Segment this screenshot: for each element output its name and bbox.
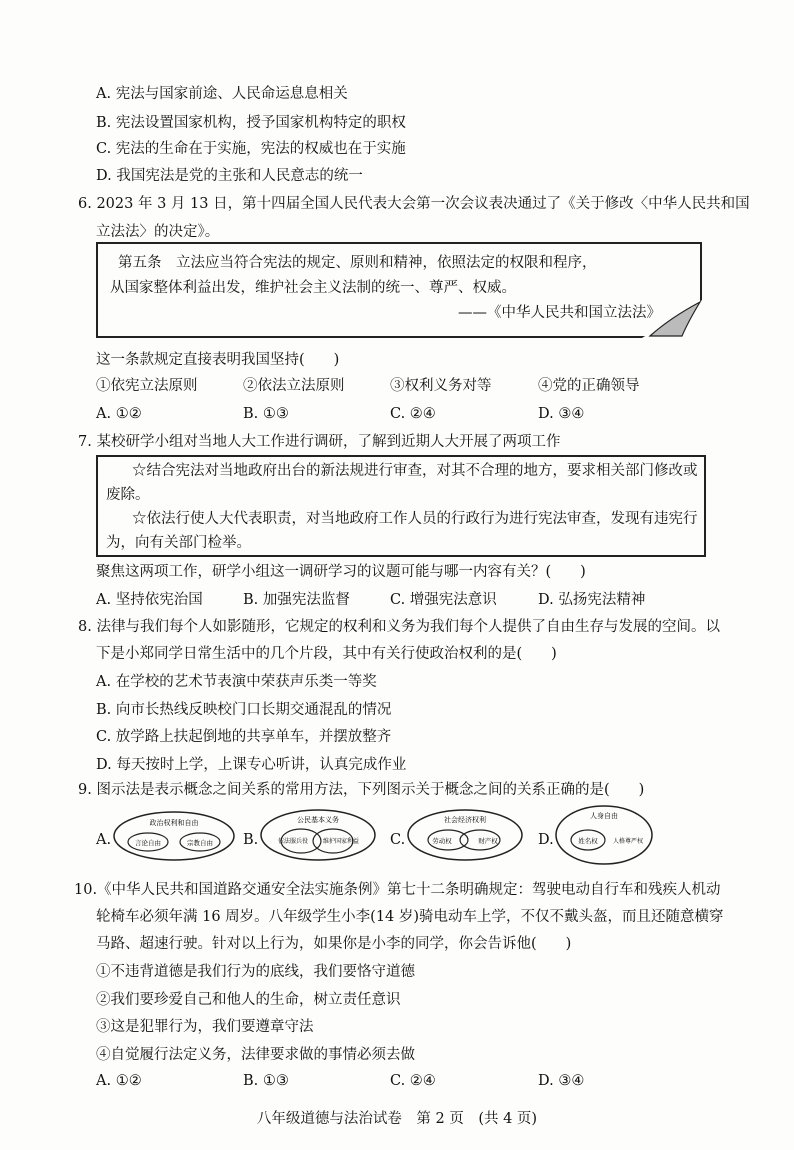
q7-choice-b: B. 加强宪法监督	[243, 592, 350, 608]
q5-option-c: C. 宪法的生命在于实施，宪法的权威也在于实施	[96, 141, 406, 157]
q7-info-box	[96, 455, 706, 557]
q6-item-2: ②依法立法原则	[243, 378, 345, 394]
q9d-outer-label: 人身自由	[590, 812, 618, 820]
q8-option-a: A. 在学校的艺术节表演中荣获声乐类一等奖	[96, 674, 377, 690]
q6-quote-line2: 从国家整体利益出发，维护社会主义法制的统一、尊严、权威。	[110, 280, 516, 296]
q9-diagram-d	[554, 804, 654, 866]
q9d-inner-1: 姓名权	[578, 837, 598, 845]
q6-choice-b: B. ①③	[243, 406, 289, 422]
q6-stem-line2: 立法法〉的决定》。	[96, 224, 220, 240]
q7-box-line2: 废除。	[106, 487, 150, 503]
q7-stem: 7. 某校研学小组对当地人大工作进行调研，了解到近期人大开展了两项工作	[78, 434, 561, 450]
q8-option-b: B. 向市长热线反映校门口长期交通混乱的情况	[96, 702, 392, 718]
q9c-outer-label: 社会经济权利	[444, 816, 486, 824]
q8-stem-line2: 下是小郑同学日常生活中的几个片段，其中有关行使政治权利的是( )	[96, 646, 557, 662]
q6-choice-a: A. ①②	[96, 406, 142, 422]
page-footer: 八年级道德与法治试卷 第 2 页 (共 4 页)	[256, 1111, 538, 1127]
q6-choice-d: D. ③④	[538, 406, 585, 422]
q8-option-c: C. 放学路上扶起倒地的共享单车，并摆放整齐	[96, 729, 392, 745]
q9-letter-a: A.	[96, 832, 112, 848]
q7-question: 聚焦这两项工作，研学小组这一调研学习的议题可能与哪一内容有关？( )	[96, 564, 586, 580]
q9c-inner-1: 劳动权	[432, 837, 452, 845]
q10-stem-line2: 轮椅车必须年满 16 周岁。八年级学生小李(14 岁)骑电动车上学，不仅不戴头盔，而且还随意横穿	[96, 909, 724, 925]
q10-choice-a: A. ①②	[96, 1073, 142, 1089]
q5-option-b: B. 宪法设置国家机构，授予国家机构特定的职权	[96, 115, 406, 131]
q7-choice-c: C. 增强宪法意识	[390, 592, 497, 608]
q5-option-a: A. 宪法与国家前途、人民命运息息相关	[96, 86, 348, 102]
q6-item-3: ③权利义务对等	[390, 378, 492, 394]
q9a-outer-label: 政治权利和自由	[149, 819, 199, 827]
q9c-inner-2: 财产权	[478, 837, 498, 845]
q9-diagram-a	[112, 810, 236, 862]
q9b-inner-2: 维护国家利益	[322, 838, 360, 845]
page-curl-icon	[642, 300, 702, 338]
q10-stem-line3: 马路、超速行驶。针对以上行为，如果你是小李的同学，你会告诉他( )	[96, 936, 572, 952]
q9-letter-b: B.	[243, 832, 259, 848]
q6-stem-line1: 6. 2023 年 3 月 13 日，第十四届全国人民代表大会第一次会议表决通过了《关于修改〈中华人民共和国	[78, 196, 750, 212]
q6-item-1: ①依宪立法原则	[96, 378, 198, 394]
q9b-inner-1: 依法服兵役	[277, 838, 309, 845]
q7-choice-a: A. 坚持依宪治国	[96, 592, 203, 608]
q10-item-2: ②我们要珍爱自己和他人的生命，树立责任意识	[96, 992, 401, 1008]
q10-item-3: ③这是犯罪行为，我们要遵章守法	[96, 1019, 314, 1035]
q9a-inner-2: 宗教自由	[187, 839, 213, 847]
q9-letter-d: D.	[538, 832, 554, 848]
q7-box-line1: ☆结合宪法对当地政府出台的新法规进行审查，对其不合理的地方，要求相关部门修改或	[132, 463, 698, 479]
q9-diagram-b	[259, 808, 377, 862]
q6-quote-line1: 第五条 立法应当符合宪法的规定、原则和精神，依照法定的权限和程序，	[118, 255, 597, 271]
q10-choice-b: B. ①③	[243, 1073, 289, 1089]
q7-box-line4: 为，向有关部门检举。	[106, 535, 251, 551]
q8-stem-line1: 8. 法律与我们每个人如影随形，它规定的权利和义务为我们每个人提供了自由生存与发展的空间。以	[78, 619, 720, 635]
q10-choice-d: D. ③④	[538, 1073, 585, 1089]
q6-item-4: ④党的正确领导	[538, 378, 640, 394]
q10-choice-c: C. ②④	[390, 1073, 436, 1089]
q5-option-d: D. 我国宪法是党的主张和人民意志的统一	[96, 168, 363, 184]
q9-diagram-c	[406, 808, 524, 862]
q9a-inner-1: 言论自由	[135, 839, 161, 847]
q9b-outer-label: 公民基本义务	[297, 816, 339, 824]
q6-choice-c: C. ②④	[390, 406, 436, 422]
q9d-inner-2: 人格尊严权	[612, 838, 644, 845]
q6-quote-source: ——《中华人民共和国立法法》	[458, 305, 661, 321]
q9-letter-c: C.	[390, 832, 406, 848]
q10-item-4: ④自觉履行法定义务，法律要求做的事情必须去做	[96, 1047, 415, 1063]
q10-item-1: ①不违背道德是我们行为的底线，我们要恪守道德	[96, 964, 415, 980]
q6-quote-box	[96, 242, 702, 338]
q9-stem: 9. 图示法是表示概念之间关系的常用方法，下列图示关于概念之间的关系正确的是( )	[78, 782, 645, 798]
q6-question: 这一条款规定直接表明我国坚持( )	[96, 352, 340, 368]
q7-choice-d: D. 弘扬宪法精神	[538, 592, 646, 608]
q8-option-d: D. 每天按时上学，上课专心听讲，认真完成作业	[96, 757, 407, 773]
q10-stem-line1: 10.《中华人民共和国道路交通安全法实施条例》第七十二条明确规定：驾驶电动自行车和残疾人机动	[74, 882, 721, 898]
q7-box-line3: ☆依法行使人大代表职责，对当地政府工作人员的行政行为进行宪法审查，发现有违宪行	[132, 511, 698, 527]
